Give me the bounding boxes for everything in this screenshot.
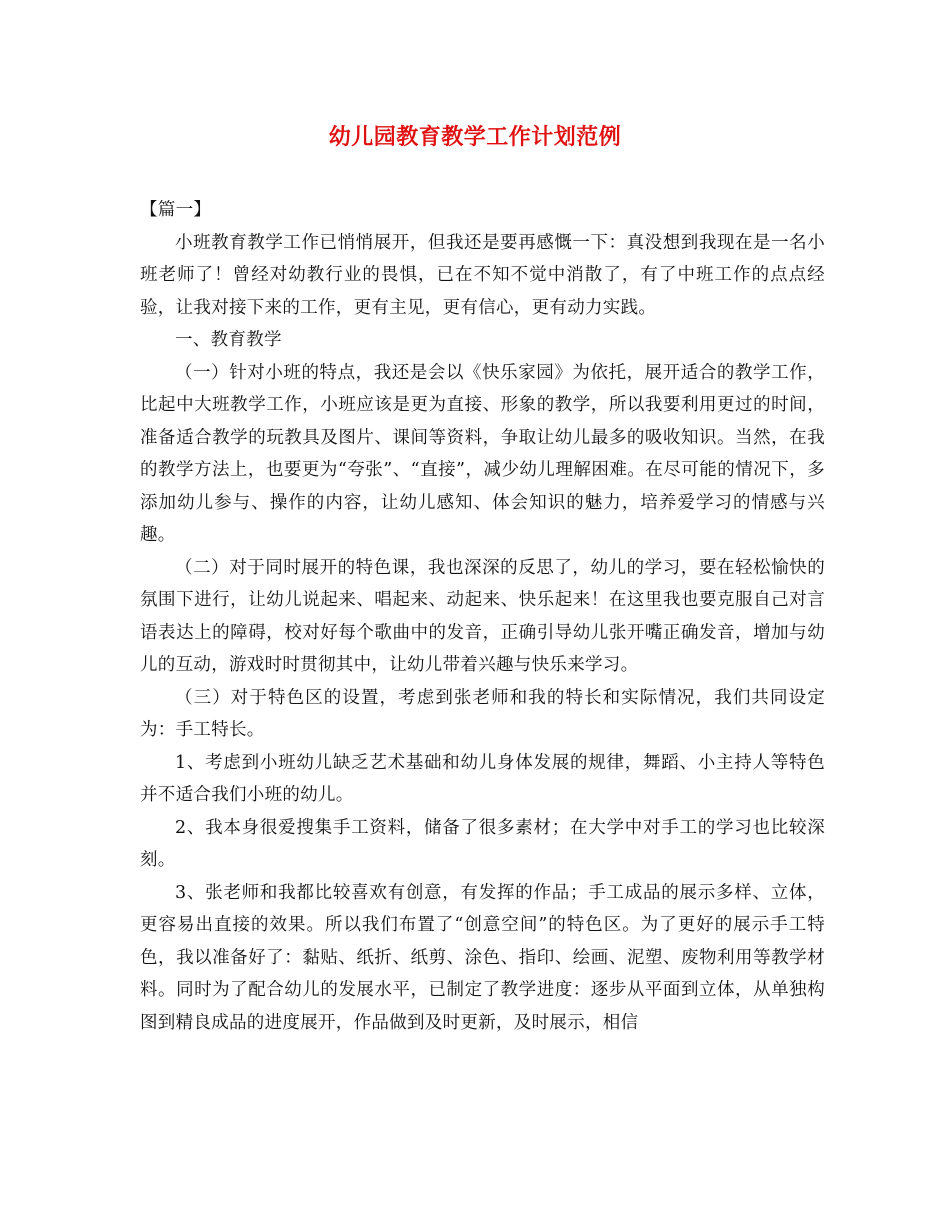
paragraph-point-3: （三）对于特色区的设置，考虑到张老师和我的特长和实际情况，我们共同设定为：手工特长。 bbox=[140, 687, 825, 740]
section-label: 【篇一】 bbox=[140, 200, 212, 220]
document-body bbox=[140, 194, 825, 1039]
paragraph-point-2: （二）对于同时展开的特色课，我也深深的反思了，幼儿的学习，要在轻松愉快的氛围下进行，让幼儿说起来、唱起来、动起来、快乐起来！在这里我也要克服自己对言语表达上的障碍，校对好每个歌曲中的发音，正确引导幼儿张开嘴正确发音，增加与幼儿的互动，游戏时时贯彻其中，让幼儿带着兴趣与快乐来学习。 bbox=[140, 557, 825, 675]
paragraph-item-3: 3、张老师和我都比较喜欢有创意，有发挥的作品；手工成品的展示多样、立体，更容易出直接的效果。所以我们布置了“创意空间”的特色区。为了更好的展示手工特色，我以准备好了：黏贴、纸折、纸剪、涂色、指印、绘画、泥塑、废物利用等教学材料。同时为了配合幼儿的发展水平，已制定了教学进度：逐步从平面到立体，从单独构图到精良成品的进度展开，作品做到及时更新，及时展示，相信 bbox=[140, 882, 825, 1033]
paragraph-point-1: （一）针对小班的特点，我还是会以《快乐家园》为依托，展开适合的教学工作，比起中大班教学工作，小班应该是更为直接、形象的教学，所以我要利用更过的时间，准备适合教学的玩教具及图片、课间等资料，争取让幼儿最多的吸收知识。当然，在我的教学方法上，也要更为“夸张”、“直接”，减少幼儿理解困难。在尽可能的情况下，多添加幼儿参与、操作的内容，让幼儿感知、体会知识的魅力，培养爱学习的情感与兴趣。 bbox=[140, 362, 825, 545]
heading-education-teaching: 一、教育教学 bbox=[175, 330, 282, 350]
paragraph-intro: 小班教育教学工作已悄悄展开，但我还是要再感慨一下：真没想到我现在是一名小班老师了！曾经对幼教行业的畏惧，已在不知不觉中消散了，有了中班工作的点点经验，让我对接下来的工作，更有主见，更有信心，更有动力实践。 bbox=[140, 232, 825, 318]
document-title: 幼儿园教育教学工作计划范例 bbox=[328, 124, 622, 150]
paragraph-item-1: 1、考虑到小班幼儿缺乏艺术基础和幼儿身体发展的规律，舞蹈、小主持人等特色并不适合我们小班的幼儿。 bbox=[140, 752, 825, 805]
paragraph-item-2: 2、我本身很爱搜集手工资料，储备了很多素材；在大学中对手工的学习也比较深刻。 bbox=[140, 817, 825, 870]
